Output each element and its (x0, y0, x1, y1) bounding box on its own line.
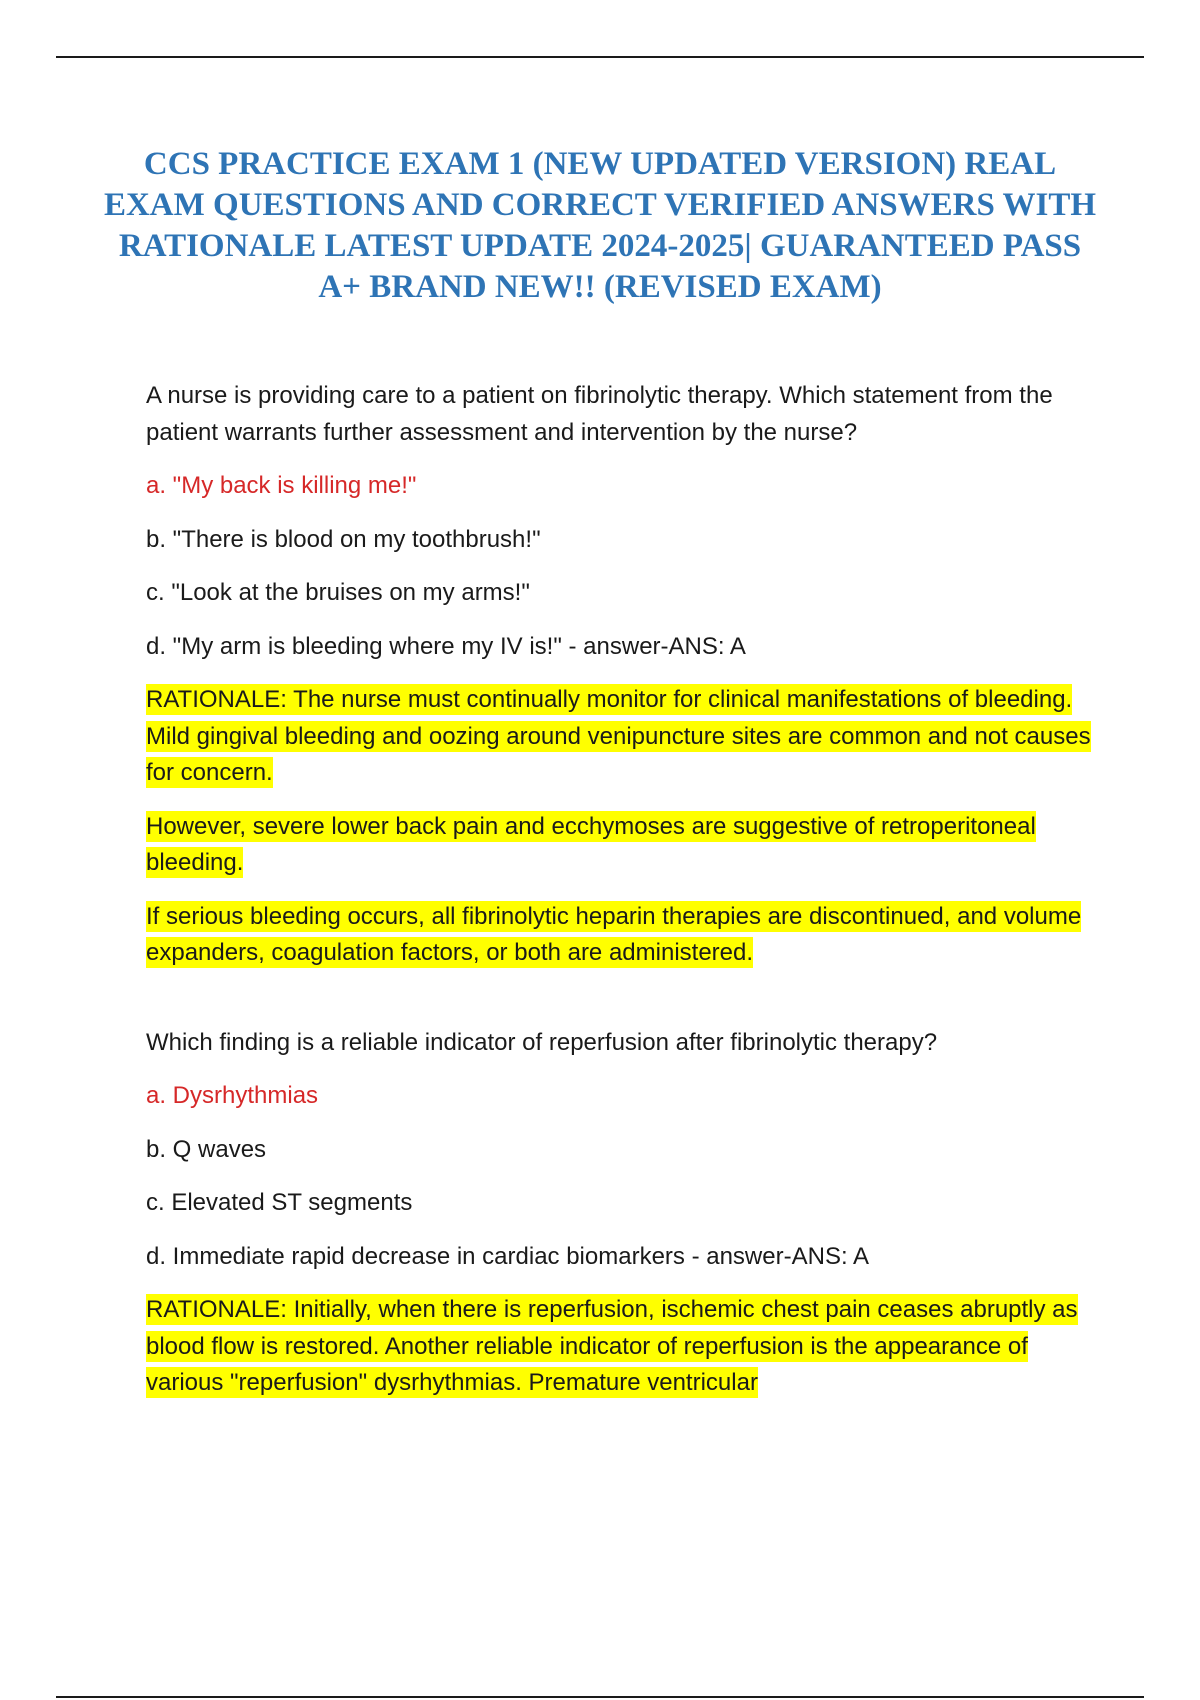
rationale-paragraph (146, 809, 1106, 882)
highlighted-text: RATIONALE: The nurse must continually monitor for clinical manifestations of bleeding. Mild gingival bleeding and oozing around venipuncture sites are common and not causes for concern. (146, 686, 1091, 786)
document-title: CCS PRACTICE EXAM 1 (NEW UPDATED VERSION) REAL EXAM QUESTIONS AND CORRECT VERIFIED ANSWERS WITH RATIONALE LATEST UPDATE 2024-2025| GUARANTEED PASS A+ BRAND NEW!! (REVISED EXAM) (103, 146, 1097, 305)
option: c. Elevated ST segments (146, 1189, 413, 1216)
highlighted-text: RATIONALE: Initially, when there is reperfusion, ischemic chest pain ceases abruptly as blood flow is restored. Another reliable indicator of reperfusion is the appearance of various "reperfusion" dysrhythmias. Premature ventricular (146, 1296, 1078, 1396)
option: b. Q waves (146, 1135, 267, 1163)
option: c. "Look at the bruises on my arms!" (146, 579, 530, 606)
highlighted-text: However, severe lower back pain and ecchymoses are suggestive of retroperitoneal bleeding. (146, 812, 1036, 876)
bottom-rule (56, 1696, 1144, 1698)
question-stem: A nurse is providing care to a patient on fibrinolytic therapy. Which statement from the patient warrants further assessment and intervention by the nurse? (146, 382, 1053, 446)
question-stem: Which finding is a reliable indicator of reperfusion after fibrinolytic therapy? (146, 1028, 938, 1056)
option-with-answer: d. Immediate rapid decrease in cardiac biomarkers - answer-ANS: A (146, 1242, 869, 1270)
highlighted-text: If serious bleeding occurs, all fibrinolytic heparin therapies are discontinued, and volume expanders, coagulation factors, or both are administered. (146, 902, 1082, 966)
rationale-paragraph (146, 1292, 1106, 1402)
document-body (146, 378, 1106, 1402)
question-block (146, 1025, 1106, 1402)
option-with-answer: d. "My arm is bleeding where my IV is!" - answer-ANS: A (146, 632, 746, 660)
option-correct: a. "My back is killing me!" (146, 472, 417, 499)
option-correct: a. Dysrhythmias (146, 1082, 319, 1109)
rationale-paragraph (146, 682, 1106, 792)
rationale-paragraph (146, 899, 1106, 972)
question-block (146, 378, 1106, 972)
option: b. "There is blood on my toothbrush!" (146, 525, 541, 553)
top-rule (56, 56, 1144, 58)
